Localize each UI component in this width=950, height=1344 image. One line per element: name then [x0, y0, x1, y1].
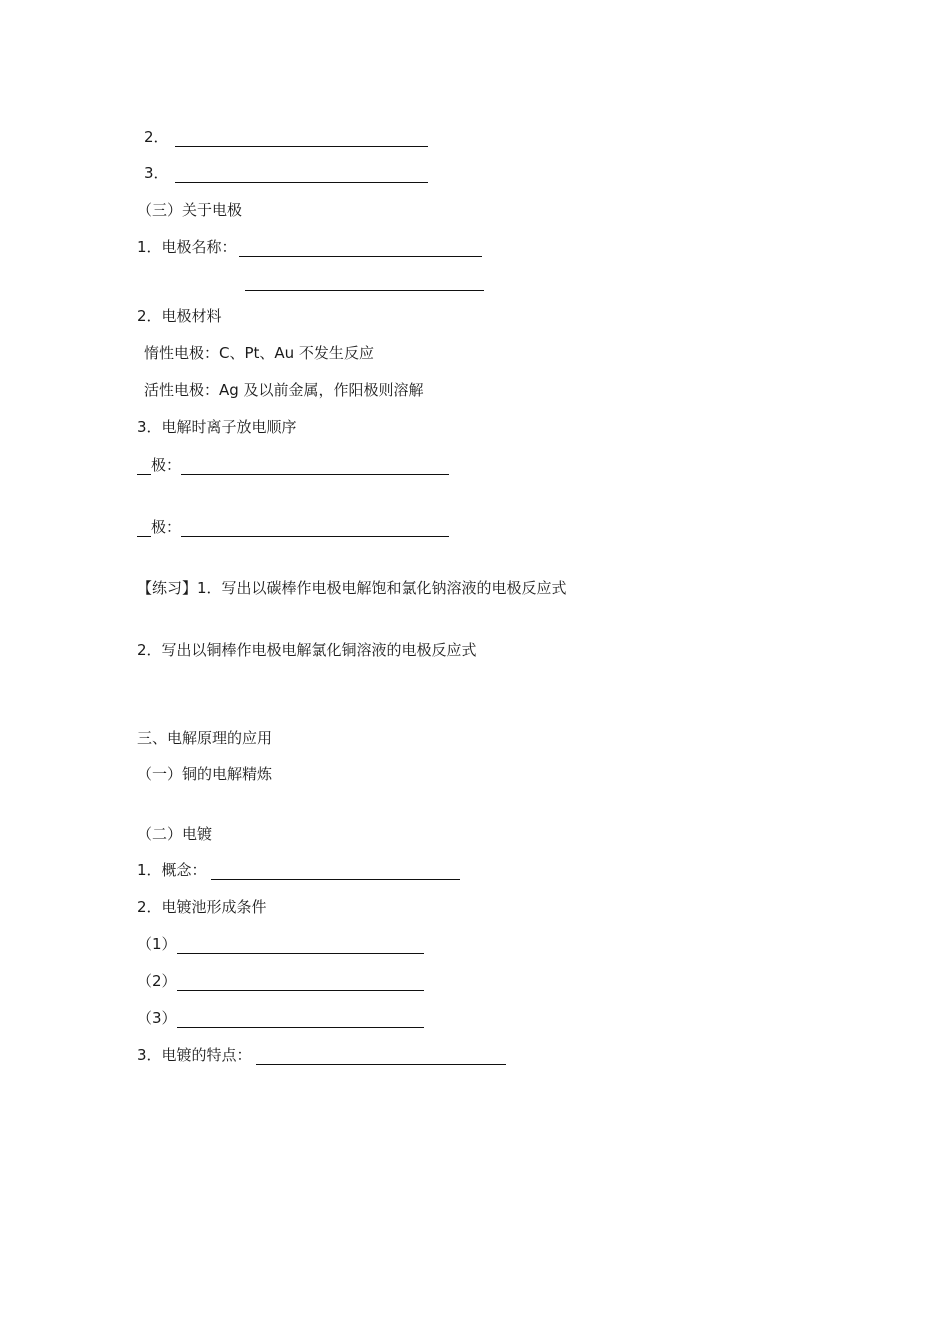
fill-blank[interactable] — [245, 274, 484, 291]
part-3-heading — [137, 728, 272, 748]
sub-heading: （二）电镀 — [137, 825, 213, 843]
condition-2-label: （2） — [137, 972, 177, 990]
fill-blank[interactable] — [175, 130, 428, 147]
pole-blank[interactable] — [137, 458, 151, 475]
exercise-1-line — [137, 578, 567, 598]
condition-2-line — [137, 971, 424, 991]
pole-blank[interactable] — [137, 520, 151, 537]
conditions-label: 2．电镀池形成条件 — [137, 898, 267, 916]
exercise-1-text: 【练习】1．写出以碳棒作电极电解饱和氯化钠溶液的电极反应式 — [137, 579, 567, 597]
fill-blank[interactable] — [256, 1048, 506, 1065]
inert-electrode-text: 惰性电极：C、Pt、Au 不发生反应 — [144, 344, 374, 362]
fill-blank[interactable] — [177, 937, 424, 954]
active-electrode-text: 活性电极：Ag 及以前金属，作阳极则溶解 — [144, 381, 424, 399]
discharge-order-line — [137, 417, 297, 437]
section-heading: （三）关于电极 — [137, 201, 243, 219]
electroplating-heading — [137, 824, 212, 844]
discharge-order-label: 3．电解时离子放电顺序 — [137, 418, 297, 436]
item-2-line — [144, 127, 428, 147]
condition-3-label: （3） — [137, 1009, 177, 1027]
exercise-2-text: 2．写出以铜棒作电极电解氯化铜溶液的电极反应式 — [137, 641, 477, 659]
pole-line-a — [137, 455, 449, 475]
fill-blank[interactable] — [239, 240, 482, 257]
concept-label: 1．概念： — [137, 861, 207, 879]
condition-1-line — [137, 934, 424, 954]
electrode-name-line-2 — [245, 274, 484, 291]
active-electrode-line — [144, 380, 424, 400]
fill-blank[interactable] — [181, 520, 449, 537]
features-label: 3．电镀的特点： — [137, 1046, 252, 1064]
electrode-material-line — [137, 306, 222, 326]
pole-label: 极： — [151, 456, 182, 474]
fill-blank[interactable] — [177, 1011, 424, 1028]
fill-blank[interactable] — [177, 974, 424, 991]
condition-1-label: （1） — [137, 935, 177, 953]
electrode-name-line — [137, 237, 482, 257]
sub-heading: （一）铜的电解精炼 — [137, 765, 273, 783]
copper-refining-heading — [137, 764, 272, 784]
fill-blank[interactable] — [211, 863, 460, 880]
features-line — [137, 1045, 506, 1065]
pole-line-b — [137, 517, 449, 537]
item-3-line — [144, 163, 428, 183]
fill-blank[interactable] — [175, 166, 428, 183]
item-3-label: 3． — [144, 164, 169, 182]
electrode-material-label: 2．电极材料 — [137, 307, 222, 325]
item-2-label: 2． — [144, 128, 169, 146]
exercise-2-line — [137, 640, 477, 660]
conditions-line — [137, 897, 267, 917]
fill-blank[interactable] — [181, 458, 449, 475]
inert-electrode-line — [144, 343, 374, 363]
concept-line — [137, 860, 460, 880]
condition-3-line — [137, 1008, 424, 1028]
part-heading: 三、电解原理的应用 — [137, 729, 273, 747]
pole-label: 极： — [151, 518, 182, 536]
section-electrode-heading — [137, 200, 242, 220]
electrode-name-label: 1．电极名称： — [137, 238, 237, 256]
